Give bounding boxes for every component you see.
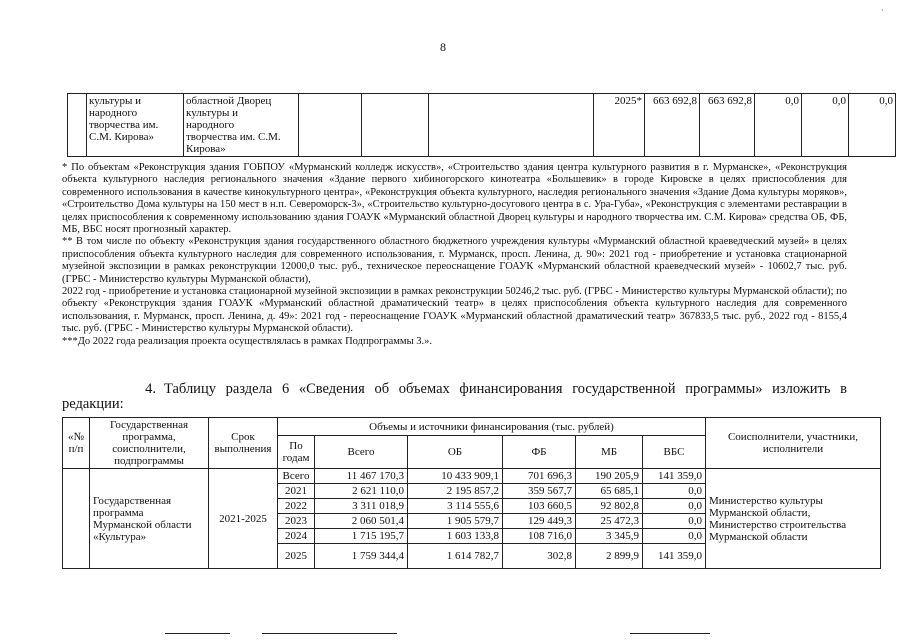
vbs-cell: 0,0: [643, 499, 706, 514]
year-cell: 2023: [278, 514, 315, 529]
mb-cell: 25 472,3: [576, 514, 643, 529]
header-term: Срок выполнения: [209, 418, 278, 469]
header-ob: ОБ: [408, 436, 503, 469]
ob-cell: 1 905 579,7: [408, 514, 503, 529]
table-cell: [87, 94, 184, 157]
header-executors: Соисполнители, участники, исполнители: [706, 418, 881, 469]
section-heading: [62, 382, 847, 412]
footnote: ***До 2022 года реализация проекта осуществлялась в рамках Подпрограммы 3.».: [62, 335, 433, 347]
continuation-table: [67, 93, 896, 157]
ob-cell: 2 195 857,2: [408, 484, 503, 499]
footnote: 2022 год - приобретение и установка стационарной музейной экспозиции в рамках реконструкции 50246,2 тыс. руб. (ГРБС - Министерство культуры Мурманской области); по объекту «Реконструкция здания ГОАУК «Мурманский областной драматический театр» в целях приспособления объекта культурного наследия для современного использования, г. Мурманск, просп. Ленина, д. 49»: 2021 год - переоснащение ГОАУК «Мурманский областной драматический театр» 367833,5 тыс. руб., 2022 год - 8155,4 тыс. руб. (ГРБС - Министерство культуры Мурманской области).: [62, 286, 847, 335]
fb-cell: 701 696,3: [503, 469, 576, 484]
fb-cell: 103 660,5: [503, 499, 576, 514]
cell-line: Кирова»: [186, 143, 226, 155]
ob-cell: 3 114 555,6: [408, 499, 503, 514]
total-cell: 3 311 018,9: [315, 499, 408, 514]
fb-cell: 359 567,7: [503, 484, 576, 499]
year-cell: 2025*: [594, 94, 645, 157]
table-cell: [68, 94, 87, 157]
page-number: 8: [440, 40, 446, 54]
footer-rule: [630, 633, 710, 634]
year-cell: 2024: [278, 529, 315, 544]
cell-line: творчества им. С.М.: [186, 131, 281, 143]
fb-cell: 0,0: [755, 94, 802, 157]
mb-cell: 2 899,9: [576, 544, 643, 569]
ob-cell: 1 603 133,8: [408, 529, 503, 544]
cell-line: народного: [186, 119, 235, 131]
cell-line: народного: [89, 107, 138, 119]
term-cell: 2021-2025: [209, 469, 278, 569]
table-header-row: [63, 418, 881, 436]
executors-cell: Министерство культуры Мурманской области, Министерство строительства Мурманской области: [706, 469, 881, 569]
total-cell: 1 715 195,7: [315, 529, 408, 544]
cell-line: творчества им.: [89, 119, 159, 131]
footnote: ** В том числе по объекту «Реконструкция здания государственного областного бюджетного учреждения культуры «Мурманский областной краеведческий музей» в целях приспособления объекта культурного наследия для современного использования, г. Мурманск, просп. Ленина, д. 90»: 2021 год - приобретение и установка стационарной музейной экспозиции в рамках реконструкции 12000,0 тыс. руб., техническое переоснащение ГОАУК «Мурманский областной краеведческий музей» - 10602,7 тыс. руб. (ГРБС - Министерство культуры Мурманской области),: [62, 236, 847, 285]
vbs-cell: 0,0: [643, 484, 706, 499]
section-text: Таблицу раздела 6 «Сведения об объемах финансирования государственной программы» изложить в редакции:: [62, 381, 847, 412]
total-cell: 663 692,8: [645, 94, 700, 157]
header-total: Всего: [315, 436, 408, 469]
mb-cell: 190 205,9: [576, 469, 643, 484]
vbs-cell: 141 359,0: [643, 544, 706, 569]
ob-cell: 10 433 909,1: [408, 469, 503, 484]
row-num-cell: [63, 469, 90, 569]
table-row: [68, 94, 896, 157]
fb-cell: 129 449,3: [503, 514, 576, 529]
year-cell: 2021: [278, 484, 315, 499]
table-row: [63, 469, 881, 484]
cell-line: областной Дворец: [186, 95, 272, 107]
year-cell: Всего: [278, 469, 315, 484]
header-num: «№ п/п: [63, 418, 90, 469]
program-name-cell: Государственная программа Мурманской области «Культура»: [90, 469, 209, 569]
total-cell: 1 759 344,4: [315, 544, 408, 569]
ob-cell: 1 614 782,7: [408, 544, 503, 569]
fb-cell: 108 716,0: [503, 529, 576, 544]
cell-line: культуры и: [186, 107, 238, 119]
table-cell: [362, 94, 429, 157]
footer-rule: [262, 633, 397, 634]
footnote: * По объектам «Реконструкция здания ГОБПОУ «Мурманский колледж искусств», «Строительство здания центра культурного развития в г. Мурманске», «Реконструкция объекта культурного наследия регионального значения «Здание первого хибиногорского кинотеатра «Большевик» в городе Кировске в целях приспособления для современного использования в качестве кинокультурного центра», «Реконструкция объекта культурного, наследия регионального значения «Здание Дома культуры моряков», «Строительство Дома культуры на 150 мест в н.п. Североморск-3», «Строительство культурно-досугового центра в с. Ура-Губа», «Реконструкция с элементами реставрации в целях приспособления к современному использованию здания ГОАУК «Мурманский областной Дворец культуры и народного творчества им. С.М. Кирова» средства ОБ, ФБ, МБ, ВБС носят прогнозный характер.: [62, 162, 847, 236]
vbs-cell: 0,0: [643, 529, 706, 544]
vbs-cell: 0,0: [643, 514, 706, 529]
table-cell: [429, 94, 594, 157]
mb-cell: 3 345,9: [576, 529, 643, 544]
header-by-year: По годам: [278, 436, 315, 469]
footnotes: [62, 162, 847, 348]
cell-line: культуры и: [89, 95, 141, 107]
header-vbs: ВБС: [643, 436, 706, 469]
vbs-cell: 141 359,0: [643, 469, 706, 484]
vbs-cell: 0,0: [849, 94, 896, 157]
header-mb: МБ: [576, 436, 643, 469]
fb-cell: 302,8: [503, 544, 576, 569]
financing-table: [62, 417, 881, 569]
mb-cell: 65 685,1: [576, 484, 643, 499]
year-cell: 2022: [278, 499, 315, 514]
year-cell: 2025: [278, 544, 315, 569]
footer-rule: [165, 633, 230, 634]
total-cell: 2 060 501,4: [315, 514, 408, 529]
mb-cell: 0,0: [802, 94, 849, 157]
table-cell: [184, 94, 299, 157]
table-cell: [299, 94, 362, 157]
mb-cell: 92 802,8: [576, 499, 643, 514]
header-fb: ФБ: [503, 436, 576, 469]
header-program: Государственная программа, соисполнители, подпрограммы: [90, 418, 209, 469]
ob-cell: 663 692,8: [700, 94, 755, 157]
cell-line: С.М. Кирова»: [89, 131, 155, 143]
corner-mark: ·: [881, 6, 884, 15]
section-number: 4.: [145, 381, 156, 397]
total-cell: 11 467 170,3: [315, 469, 408, 484]
total-cell: 2 621 110,0: [315, 484, 408, 499]
header-volumes: Объемы и источники финансирования (тыс. рублей): [278, 418, 706, 436]
